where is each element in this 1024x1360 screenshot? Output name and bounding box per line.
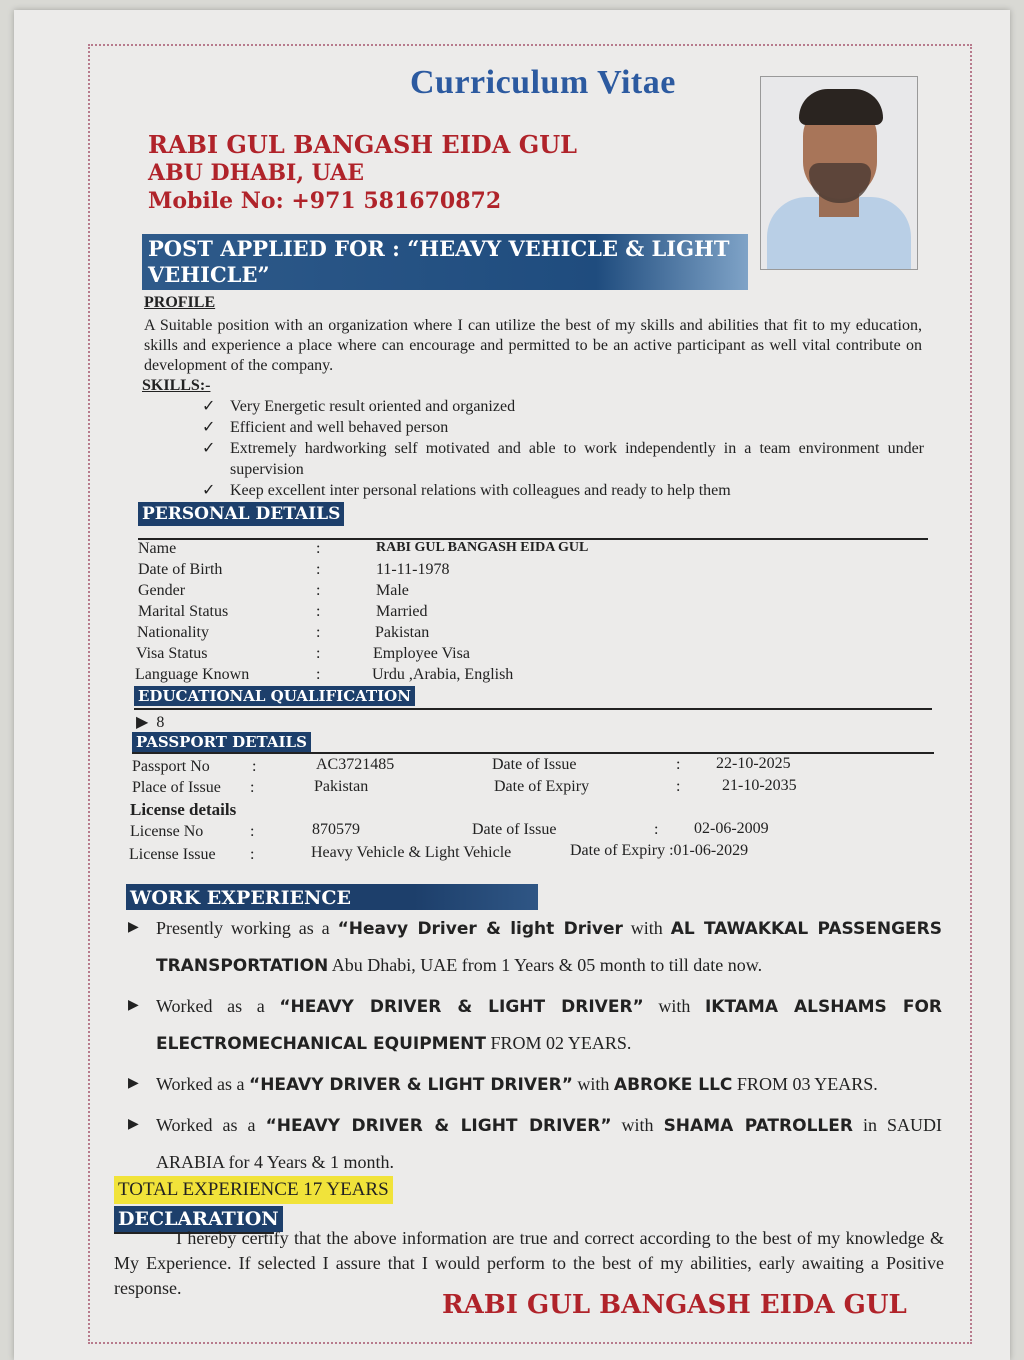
work-experience-heading: WORK EXPERIENCE: [126, 884, 538, 910]
license-no-label: License No: [130, 823, 204, 840]
license-heading: License details: [130, 800, 237, 819]
declaration-text: I hereby certify that the above information are true and correct according to the best of my knowledge & My Experience. If selected I assure that I would perform to the best of my abilities, early awaiting a Positive response.: [114, 1228, 944, 1298]
work-experience-list: [128, 910, 942, 1180]
work-item: ▶ Worked as a “HEAVY DRIVER & LIGHT DRIVER” with SHAMA PATROLLER in SAUDI ARABIA for 4 Years & 1 month.: [128, 1107, 942, 1180]
work-item: ▶ Presently working as a “Heavy Driver & light Driver with AL TAWAKKAL PASSENGERS TRANSPORTATION Abu Dhabi, UAE from 1 Years & 05 month to till date now.: [128, 910, 942, 984]
colon: :: [316, 561, 321, 578]
passport-heading: PASSPORT DETAILS: [132, 732, 311, 752]
personal-key: Gender: [138, 582, 186, 599]
arrow-icon: ▶: [128, 1117, 139, 1132]
license-type: Heavy Vehicle & Light Vehicle: [311, 844, 512, 861]
personal-key: Nationality: [137, 624, 209, 641]
passport-place-label: Place of Issue: [132, 779, 221, 796]
passport-issue-label: Date of Issue: [492, 756, 577, 773]
divider: [134, 708, 932, 710]
cv-title: Curriculum Vitae: [410, 64, 676, 101]
colon: :: [250, 846, 255, 863]
profile-text: A Suitable position with an organization where I can utilize the best of my skills and abilities that fit to my education, skills and experience a place where can encourage and permitted to be an active participant as well vital contribute on development of the company.: [144, 317, 922, 374]
colon: :: [316, 582, 321, 599]
colon: :: [252, 758, 257, 775]
total-experience: TOTAL EXPERIENCE 17 YEARS: [114, 1176, 393, 1204]
license-issue-label: Date of Issue: [472, 821, 557, 838]
skill-item: ✓ Very Energetic result oriented and organized: [202, 398, 516, 415]
personal-details-heading: PERSONAL DETAILS: [138, 502, 344, 526]
post-applied-banner: POST APPLIED FOR : “HEAVY VEHICLE & LIGHT VEHICLE”: [142, 234, 748, 290]
personal-value: 11-11-1978: [376, 561, 450, 578]
colon: :: [250, 779, 255, 796]
education-item: ▶ 8: [136, 714, 165, 731]
profile-photo: [760, 76, 918, 270]
personal-key: Name: [138, 540, 177, 557]
colon: :: [316, 624, 321, 641]
personal-key: Visa Status: [136, 645, 208, 662]
license-type-label: License Issue: [129, 846, 216, 863]
personal-value: Employee Visa: [373, 645, 470, 662]
colon: :: [316, 540, 321, 557]
colon: :: [316, 603, 321, 620]
personal-value: Pakistan: [375, 624, 430, 641]
license-expiry: Date of Expiry :01-06-2029: [570, 842, 749, 859]
check-icon: ✓: [202, 440, 216, 457]
arrow-icon: ▶: [128, 998, 139, 1013]
personal-value: Male: [376, 582, 409, 599]
signature-name: RABI GUL BANGASH EIDA GUL: [442, 1290, 907, 1320]
passport-issue: 22-10-2025: [716, 755, 791, 772]
skill-item: ✓ Keep excellent inter personal relations with colleagues and ready to help them: [202, 482, 731, 499]
skills-list: [200, 396, 924, 501]
colon: :: [676, 756, 681, 773]
divider: [132, 752, 934, 754]
personal-value: Married: [376, 603, 428, 620]
check-icon: ✓: [202, 482, 216, 499]
skill-item: ✓ Efficient and well behaved person: [202, 419, 449, 436]
colon: :: [316, 666, 321, 683]
passport-no-label: Passport No: [132, 758, 210, 775]
education-heading: EDUCATIONAL QUALIFICATION: [134, 686, 415, 706]
profile-heading: PROFILE: [144, 294, 216, 311]
passport-expiry-label: Date of Expiry: [494, 778, 590, 795]
skills-heading: SKILLS:-: [142, 377, 211, 394]
declaration-heading: DECLARATION: [114, 1206, 283, 1232]
license-issue-date: 02-06-2009: [694, 820, 769, 837]
passport-expiry: 21-10-2035: [722, 777, 797, 794]
colon: :: [676, 778, 681, 795]
colon: :: [316, 645, 321, 662]
passport-place: Pakistan: [314, 778, 369, 795]
check-icon: ✓: [202, 398, 216, 415]
colon: :: [654, 821, 659, 838]
check-icon: ✓: [202, 419, 216, 436]
personal-key: Date of Birth: [138, 561, 223, 578]
arrow-icon: ▶: [128, 1076, 139, 1091]
header-mobile: Mobile No: +971 581670872: [148, 188, 502, 214]
personal-key: Marital Status: [138, 603, 229, 620]
work-item: ▶ Worked as a “HEAVY DRIVER & LIGHT DRIVER” with ABROKE LLC FROM 03 YEARS.: [128, 1066, 942, 1103]
personal-value: RABI GUL BANGASH EIDA GUL: [376, 540, 589, 555]
header-city: ABU DHABI, UAE: [148, 160, 364, 186]
colon: :: [250, 823, 255, 840]
arrow-icon: ▶: [128, 920, 139, 935]
arrow-icon: ▶: [136, 714, 149, 731]
header-name: RABI GUL BANGASH EIDA GUL: [148, 130, 578, 159]
personal-key: Language Known: [135, 666, 250, 683]
skill-item: ✓ Extremely hardworking self motivated and able to work independently in a team environment under supervision: [202, 440, 924, 478]
passport-no: AC3721485: [316, 756, 395, 773]
work-item: ▶ Worked as a “HEAVY DRIVER & LIGHT DRIVER” with IKTAMA ALSHAMS FOR ELECTROMECHANICAL EQUIPMENT FROM 02 YEARS.: [128, 988, 942, 1062]
personal-value: Urdu ,Arabia, English: [372, 666, 514, 683]
license-no: 870579: [312, 821, 360, 838]
